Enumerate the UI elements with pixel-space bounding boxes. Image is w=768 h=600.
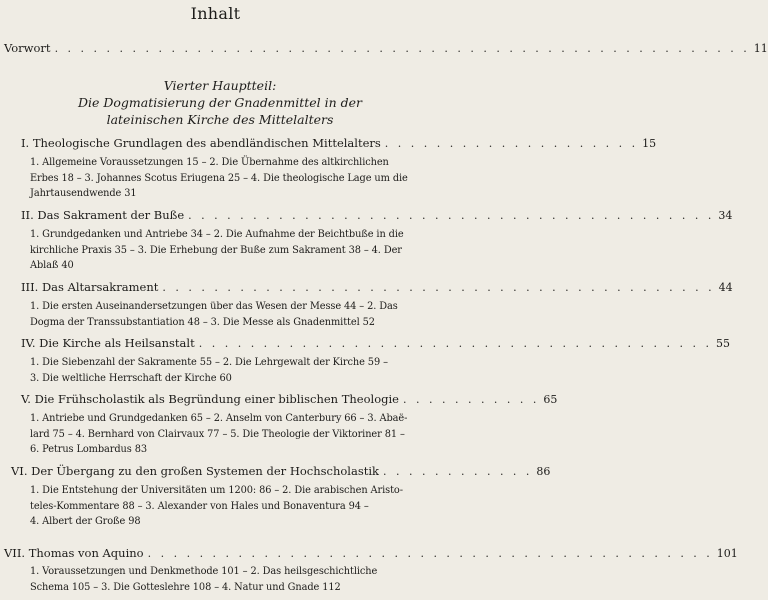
page-number: 55 bbox=[715, 337, 730, 350]
leader-dots: . . . . . . . . . . . . . . . . . . . . . . . . . . . . . . . . . . . . . . . . . . . bbox=[162, 281, 715, 294]
chapter-heading bbox=[21, 392, 558, 406]
page-number: 44 bbox=[718, 281, 733, 294]
subsection-line: 6. Petrus Lombardus 83 bbox=[30, 444, 147, 456]
leader-dots: . . . . . . . . . . . . . . . . . . . . . . . . . . . . . . . . . . . . . . . . bbox=[198, 337, 712, 350]
chapter-subsections bbox=[30, 411, 426, 458]
chapter-title: V. Die Frühscholastik als Begründung einer biblischen Theologie bbox=[21, 392, 399, 406]
subsection-line: Dogma der Transsubstantiation 48 – 3. Die Messe als Gnadenmittel 52 bbox=[30, 316, 375, 328]
chapter-title: VII. Thomas von Aquino bbox=[4, 546, 144, 560]
part-heading bbox=[20, 77, 420, 128]
chapter-heading bbox=[21, 336, 730, 350]
leader-dots: . . . . . . . . . . . . bbox=[383, 465, 533, 478]
subsection-line: 1. Grundgedanken und Antriebe 34 – 2. Die Aufnahme der Beichtbuße in die bbox=[30, 229, 404, 240]
page-number: 34 bbox=[718, 209, 733, 222]
subsection-line: 1. Die Siebenzahl der Sakramente 55 – 2. Die Lehrgewalt der Kirche 59 – bbox=[30, 357, 388, 368]
subsection-line: teles-Kommentare 88 – 3. Alexander von Hales und Bonaventura 94 – bbox=[30, 500, 369, 512]
page-number: 101 bbox=[716, 547, 738, 560]
leader-dots: . . . . . . . . . . . . . . . . . . . . . . . . . . . . . . . . . . . . . . . . . . . . bbox=[147, 547, 713, 560]
part-subtitle-line-1: Die Dogmatisierung der Gnadenmittel in der bbox=[77, 95, 363, 110]
chapter-title: VI. Der Übergang zu den großen Systemen der Hochscholastik bbox=[11, 464, 379, 478]
subsection-line: lard 75 – 4. Bernhard von Clairvaux 77 – 5. Die Theologie der Viktoriner 81 – bbox=[30, 428, 405, 440]
subsection-line: Ablaß 40 bbox=[30, 260, 74, 272]
page-title: Inhalt bbox=[190, 4, 241, 23]
subsection-line: 1. Allgemeine Voraussetzungen 15 – 2. Die Übernahme des altkirchlichen bbox=[30, 157, 389, 168]
chapter-heading bbox=[21, 136, 657, 150]
leader-dots: . . . . . . . . . . . bbox=[402, 393, 540, 406]
part-subtitle-line-2: lateinischen Kirche des Mittelalters bbox=[106, 112, 334, 127]
subsection-line: Jahrtausendwende 31 bbox=[30, 188, 137, 200]
chapter-subsections bbox=[30, 483, 426, 530]
page-number: 65 bbox=[543, 393, 558, 406]
subsection-line: kirchliche Praxis 35 – 3. Die Erhebung der Buße zum Sakrament 38 – 4. Der bbox=[30, 244, 402, 256]
part-title: Vierter Hauptteil: bbox=[163, 78, 277, 93]
subsection-line: 1. Die ersten Auseinandersetzungen über das Wesen der Messe 44 – 2. Das bbox=[30, 301, 398, 312]
chapter-heading bbox=[11, 464, 551, 478]
subsection-line: Erbes 18 – 3. Johannes Scotus Eriugena 25 – 4. Die theologische Lage um die bbox=[30, 172, 408, 184]
subsection-line: 3. Die weltliche Herrschaft der Kirche 60 bbox=[30, 372, 232, 384]
chapter-title: I. Theologische Grundlagen des abendländischen Mittelalters bbox=[21, 136, 381, 150]
chapter-heading bbox=[21, 280, 733, 294]
page-number: 15 bbox=[642, 137, 657, 150]
page-number: 11 bbox=[753, 42, 768, 55]
chapter-title: II. Das Sakrament der Buße bbox=[21, 208, 185, 222]
subsection-line: 4. Albert der Große 98 bbox=[30, 516, 141, 528]
chapter-subsections bbox=[30, 355, 426, 386]
page-number: 86 bbox=[536, 465, 551, 478]
leader-dots: . . . . . . . . . . . . . . . . . . . . bbox=[384, 137, 639, 150]
subsection-line: 1. Voraussetzungen und Denkmethode 101 – 2. Das heilsgeschichtliche bbox=[30, 566, 378, 577]
subsection-line: 1. Antriebe und Grundgedanken 65 – 2. Anselm von Canterbury 66 – 3. Abaë- bbox=[30, 413, 408, 424]
subsection-line: Schema 105 – 3. Die Gotteslehre 108 – 4. Natur und Gnade 112 bbox=[30, 581, 341, 593]
toc-entry-label: Vorwort bbox=[4, 41, 51, 55]
subsection-line: 1. Die Entstehung der Universitäten um 1200: 86 – 2. Die arabischen Aristo- bbox=[30, 485, 403, 496]
chapter-subsections bbox=[30, 227, 426, 274]
chapter-title: IV. Die Kirche als Heilsanstalt bbox=[21, 336, 195, 350]
chapter-subsections bbox=[30, 564, 426, 595]
chapter-subsections bbox=[30, 299, 426, 330]
chapter-subsections bbox=[30, 155, 426, 202]
chapter-heading bbox=[4, 546, 738, 560]
chapter-title: III. Das Altarsakrament bbox=[21, 280, 159, 294]
chapter-heading bbox=[21, 208, 733, 222]
leader-dots: . . . . . . . . . . . . . . . . . . . . . . . . . . . . . . . . . . . . . . . . . . . . . . . . . . . . . . bbox=[54, 42, 750, 55]
leader-dots: . . . . . . . . . . . . . . . . . . . . . . . . . . . . . . . . . . . . . . . . . bbox=[188, 209, 715, 222]
toc-entry-vorwort bbox=[4, 41, 768, 55]
